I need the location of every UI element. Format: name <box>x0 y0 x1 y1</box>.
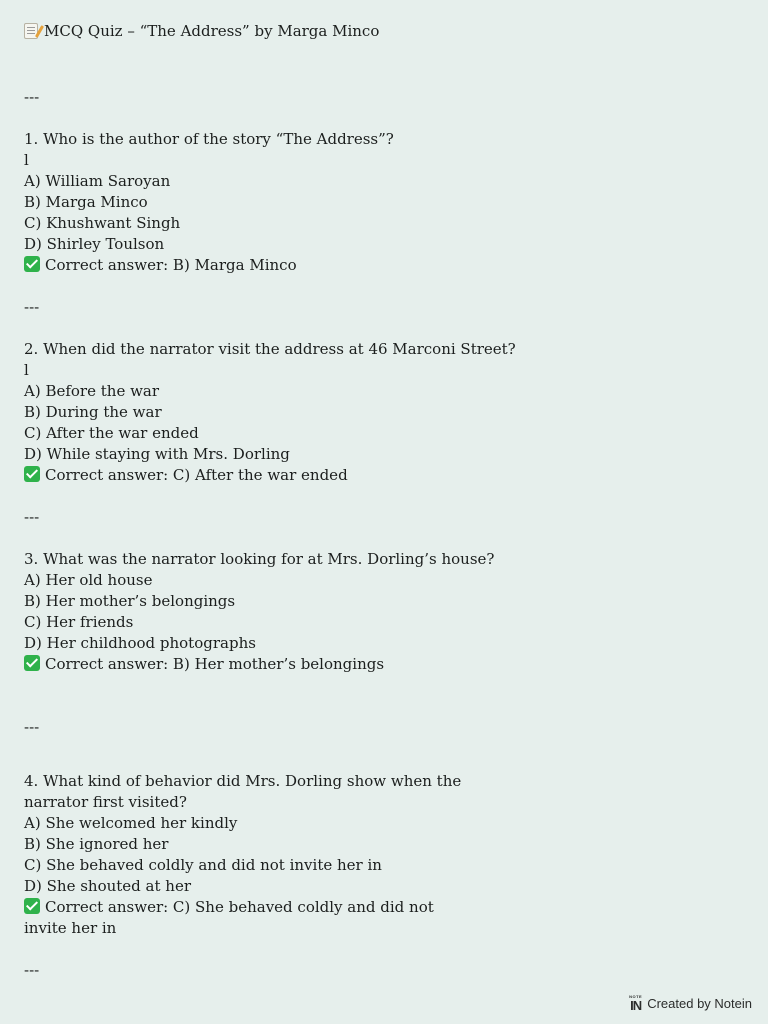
footer-credit <box>629 995 752 1012</box>
option-c: C) She behaved coldly and did not invite her in <box>24 856 382 874</box>
option-a: A) William Saroyan <box>24 172 171 190</box>
option-a: A) Before the war <box>24 382 160 400</box>
option-d: D) Her childhood photographs <box>24 634 256 652</box>
question-text-line-2: narrator first visited? <box>24 793 187 811</box>
check-mark-icon <box>24 466 40 482</box>
check-mark-icon <box>24 256 40 272</box>
option-a: A) Her old house <box>24 571 153 589</box>
check-mark-icon <box>24 655 40 671</box>
option-c: C) Her friends <box>24 613 134 631</box>
option-d: D) Shirley Toulson <box>24 235 165 253</box>
separator: --- <box>24 88 40 106</box>
correct-answer: Correct answer: B) Her mother’s belongings <box>24 654 384 674</box>
stray-marker: l <box>24 151 29 169</box>
option-b: B) During the war <box>24 403 162 421</box>
option-b: B) Marga Minco <box>24 193 148 211</box>
separator: --- <box>24 298 40 316</box>
separator: --- <box>24 508 40 526</box>
footer-text: Created by Notein <box>647 996 752 1011</box>
question-text: 3. What was the narrator looking for at Mrs. Dorling’s house? <box>24 550 495 568</box>
correct-answer: Correct answer: C) After the war ended <box>24 465 348 485</box>
quiz-title: MCQ Quiz – “The Address” by Marga Minco <box>24 21 379 41</box>
correct-answer: Correct answer: B) Marga Minco <box>24 255 297 275</box>
check-mark-icon <box>24 898 40 914</box>
option-c: C) Khushwant Singh <box>24 214 181 232</box>
question-text-line-1: 4. What kind of behavior did Mrs. Dorling show when the <box>24 772 462 790</box>
memo-icon <box>24 23 38 39</box>
question-text: 1. Who is the author of the story “The Address”? <box>24 130 394 148</box>
option-b: B) Her mother’s belongings <box>24 592 236 610</box>
correct-answer-line-2: invite her in <box>24 919 117 937</box>
option-c: C) After the war ended <box>24 424 199 442</box>
separator: --- <box>24 961 40 979</box>
correct-answer-line-1: Correct answer: C) She behaved coldly and did not <box>24 897 434 917</box>
option-a: A) She welcomed her kindly <box>24 814 238 832</box>
separator: --- <box>24 718 40 736</box>
option-b: B) She ignored her <box>24 835 169 853</box>
question-text: 2. When did the narrator visit the address at 46 Marconi Street? <box>24 340 516 358</box>
option-d: D) She shouted at her <box>24 877 191 895</box>
option-d: D) While staying with Mrs. Dorling <box>24 445 290 463</box>
notein-logo-icon: NOTE IN <box>629 994 643 1013</box>
stray-marker: l <box>24 361 29 379</box>
